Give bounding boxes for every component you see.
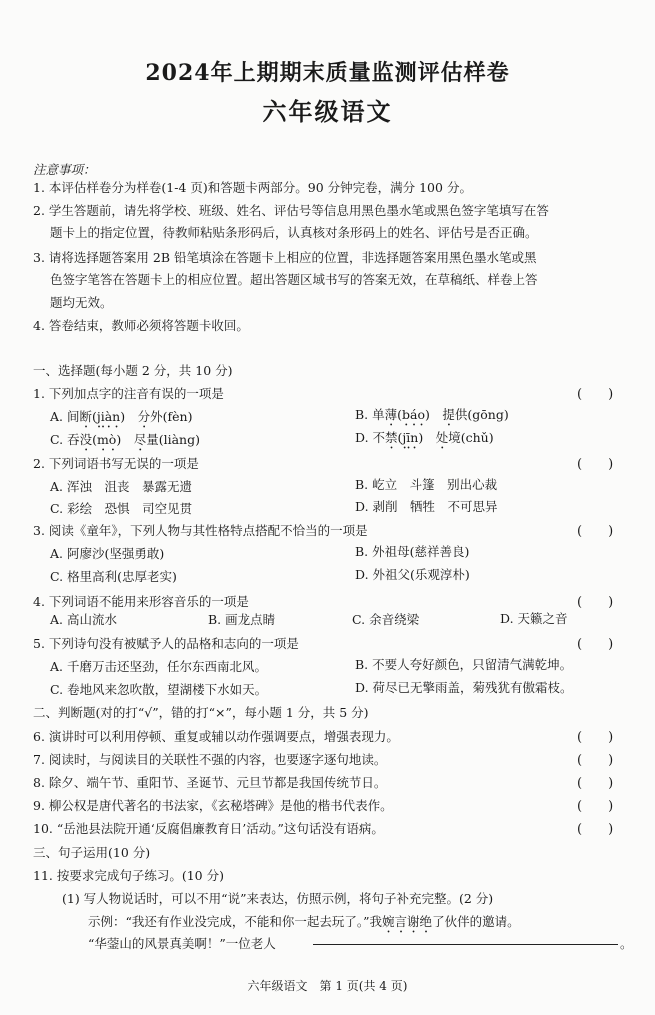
q2-stem: 2. 下列词语书写无误的一项是 [33,456,199,471]
section-1-heading: 一、选择题(每小题 2 分，共 10 分) [33,363,233,378]
q10-answer-bracket: ( ) [577,822,614,837]
emphasized-char: 断(jiàn) 分 [79,409,151,424]
q4-option-d: D. 天籁之音 [500,611,568,626]
q4-option-a: A. 高山流水 [50,612,117,627]
q4-option-b: B. 画龙点睛 [208,612,276,627]
q3-option-d: D. 外祖父(乐观淳朴) [355,567,470,582]
emphasized-char: 禁(jīn) 处 [385,430,449,445]
notes-heading: 注意事项： [33,162,96,177]
q1-option-c: C. 吞没(mò) 尽量(liàng) [50,432,200,447]
q2-option-b: B. 屹立 斗篷 别出心裁 [355,477,498,492]
q6-answer-bracket: ( ) [577,730,614,745]
note-3: 3. 请将选择题答案用 2B 铅笔填涂在答题卡上相应的位置，非选择题答案用黑色墨水笔或黑 [33,250,537,265]
q6-statement: 6. 演讲时可以利用停顿、重复或辅以动作强调要点，增强表现力。 [33,729,399,744]
section-2-heading: 二、判断题(对的打“√”，错的打“×”，每小题 1 分，共 5 分) [33,705,369,720]
note-3-cont: 色签字笔答在答题卡上的相应位置。超出答题区域书写的答案无效，在草稿纸、样卷上答 [50,272,538,287]
q11-stem: 11. 按要求完成句子练习。(10 分) [33,868,224,883]
q1-option-a: A. 间断(jiàn) 分外(fèn) [50,409,193,424]
q11-part-1: (1) 写人物说话时，可以不用“说”来表达，仿照示例，将句子补充完整。(2 分) [62,891,494,906]
q7-answer-bracket: ( ) [577,753,614,768]
q1-stem: 1. 下列加点字的注音有误的一项是 [33,386,224,401]
q3-answer-bracket: ( ) [577,524,614,539]
q5-stem: 5. 下列诗句没有被赋予人的品格和志向的一项是 [33,636,299,651]
answer-blank-line[interactable] [313,944,618,945]
q4-stem: 4. 下列词语不能用来形容音乐的一项是 [33,594,249,609]
q1-option-d: D. 不禁(jīn) 处境(chǔ) [355,430,494,445]
q3-stem: 3. 阅读《童年》，下列人物与其性格特点搭配不恰当的一项是 [33,523,368,538]
q5-option-a: A. 千磨万击还坚劲，任尔东西南北风。 [50,659,267,674]
emphasized-char: 没(mò) 尽 [79,432,147,447]
q4-answer-bracket: ( ) [577,595,614,610]
q1-option-b: B. 单薄(báo) 提供(gōng) [355,407,509,422]
note-3-cont2: 题均无效。 [50,295,113,310]
q1-answer-bracket: ( ) [577,387,614,402]
section-3-heading: 三、句子运用(10 分) [33,845,151,860]
exam-subtitle: 六年级语文 [262,97,393,126]
q9-statement: 9. 柳公权是唐代著名的书法家，《玄秘塔碑》是他的楷书代表作。 [33,798,393,813]
note-2-cont: 题卡上的指定位置，待教师粘贴条形码后，认真核对条形码上的姓名、评估号是否正确。 [50,225,538,240]
q2-option-a: A. 浑浊 沮丧 暴露无遗 [50,479,192,494]
q7-statement: 7. 阅读时，与阅读目的关联性不强的内容，也要逐字逐句地读。 [33,752,387,767]
q3-option-b: B. 外祖母(慈祥善良) [355,544,470,559]
q8-statement: 8. 除夕、端午节、重阳节、圣诞节、元旦节都是我国传统节日。 [33,775,387,790]
note-4: 4. 答卷结束，教师必须将答题卡收回。 [33,318,249,333]
q11-example: 示例：“我还有作业没完成，不能和你一起去玩了。”我婉言谢绝了伙伴的邀请。 [88,914,520,929]
q8-answer-bracket: ( ) [577,776,614,791]
note-1: 1. 本评估样卷分为样卷(1-4 页)和答题卡两部分。90 分钟完卷，满分 100 分。 [33,180,472,195]
page-footer: 六年级语文 第 1 页(共 4 页) [247,979,408,993]
q2-answer-bracket: ( ) [577,457,614,472]
q2-option-d: D. 剥削 牺牲 不可思异 [355,499,498,514]
q9-answer-bracket: ( ) [577,799,614,814]
emphasized-phrase: 婉言谢绝 [382,914,433,929]
q10-statement: 10. “岳池县法院开通‘反腐倡廉教育日’活动。”这句话没有语病。 [33,821,384,836]
q11-prompt: “华蓥山的风景真美啊！”一位老人 [88,936,276,951]
note-2: 2. 学生答题前，请先将学校、班级、姓名、评估号等信息用黑色墨水笔或黑色签字笔填写在答 [33,203,549,218]
q11-prompt-end: 。 [620,936,633,951]
q3-option-c: C. 格里高利(忠厚老实) [50,569,177,584]
q4-option-c: C. 余音绕梁 [352,612,420,627]
q3-option-a: A. 阿廖沙(坚强勇敢) [50,546,165,561]
q5-option-d: D. 荷尽已无擎雨盖，菊残犹有傲霜枝。 [355,680,573,695]
q5-option-b: B. 不要人夸好颜色，只留清气满乾坤。 [355,657,573,672]
emphasized-char: 薄(báo) 提 [384,407,455,422]
q5-option-c: C. 卷地风来忽吹散，望湖楼下水如天。 [50,682,268,697]
q2-option-c: C. 彩绘 恐惧 司空见贯 [50,501,193,516]
exam-title: 2024年上期期末质量监测评估样卷 [145,60,510,86]
q5-answer-bracket: ( ) [577,637,614,652]
